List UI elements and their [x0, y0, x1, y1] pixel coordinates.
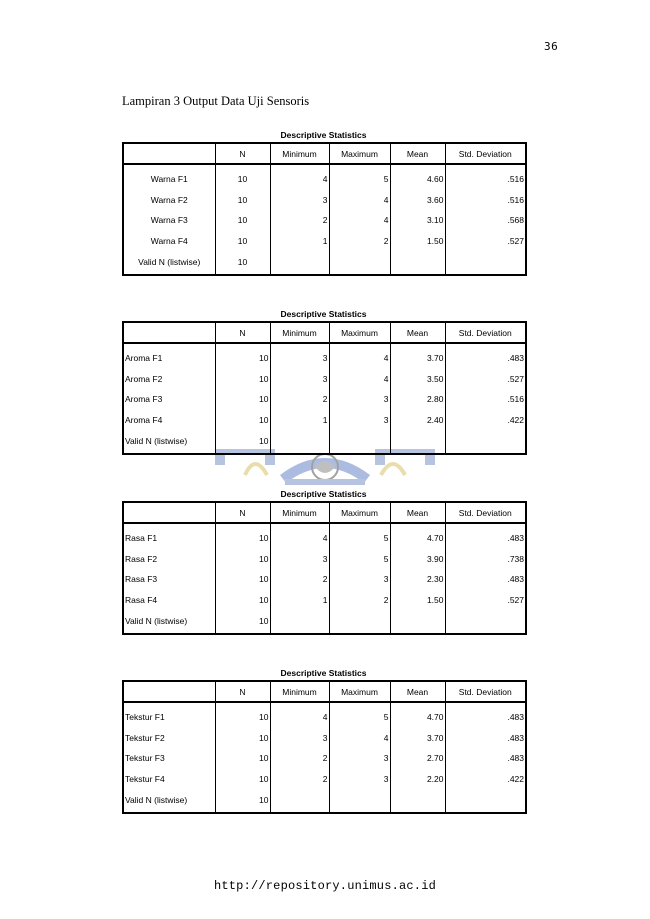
table-cell: 10: [215, 748, 270, 769]
appendix-title: Lampiran 3 Output Data Uji Sensoris: [122, 94, 310, 108]
row-label: Rasa F1: [125, 533, 158, 544]
column-header: Std. Deviation: [445, 502, 526, 523]
row-label: Tekstur F3: [125, 753, 165, 764]
table-cell: 3: [329, 769, 390, 790]
table-cell: 5: [329, 164, 390, 190]
row-label: Aroma F4: [125, 415, 163, 426]
column-header: N: [215, 143, 270, 164]
table-row: [123, 769, 526, 790]
table-cell: 1: [270, 231, 329, 252]
table-row: [123, 728, 526, 749]
column-header: N: [215, 502, 270, 523]
table-cell: 10: [215, 610, 270, 634]
table-row: [123, 569, 526, 590]
table-cell: 3: [270, 190, 329, 211]
column-header: [123, 322, 215, 343]
table-cell: 2.40: [390, 410, 445, 431]
table-title: Descriptive Statistics: [280, 668, 367, 678]
header-row: [123, 322, 526, 343]
table-row: [123, 410, 526, 431]
table-cell: 2: [270, 210, 329, 231]
table-row: [123, 343, 526, 369]
table-cell: 10: [215, 231, 270, 252]
warna-stats-block: [122, 129, 525, 276]
row-label: Aroma F3: [125, 394, 163, 405]
rasa-statistics-table: [122, 501, 527, 635]
table-cell: .516: [445, 190, 526, 211]
table-cell: .568: [445, 210, 526, 231]
table-title: Descriptive Statistics: [280, 489, 367, 499]
table-cell: 3: [329, 410, 390, 431]
table-row: [123, 748, 526, 769]
table-cell: 3: [270, 369, 329, 390]
table-cell: 10: [215, 190, 270, 211]
table-row: [123, 549, 526, 570]
table-cell: 2: [270, 748, 329, 769]
table-title: Descriptive Statistics: [280, 309, 367, 319]
table-cell: 10: [215, 789, 270, 813]
table-cell: [270, 610, 329, 634]
column-header: Std. Deviation: [445, 322, 526, 343]
row-label: Valid N (listwise): [138, 256, 201, 267]
table-cell: 4.70: [390, 702, 445, 728]
table-cell: 10: [215, 590, 270, 611]
table-cell: 5: [329, 702, 390, 728]
table-cell: 4: [329, 210, 390, 231]
table-row: [123, 369, 526, 390]
table-cell: [390, 430, 445, 454]
row-label: Tekstur F2: [125, 732, 165, 743]
table-cell: [390, 789, 445, 813]
table-row: [123, 251, 526, 275]
table-cell: 10: [215, 702, 270, 728]
table-cell: .483: [445, 523, 526, 549]
table-cell: [445, 610, 526, 634]
table-row: [123, 430, 526, 454]
table-cell: [329, 430, 390, 454]
table-cell: .483: [445, 343, 526, 369]
row-label: Tekstur F4: [125, 774, 165, 785]
table-cell: [329, 789, 390, 813]
table-cell: 4.70: [390, 523, 445, 549]
row-label: Aroma F1: [125, 353, 163, 364]
table-cell: 5: [329, 523, 390, 549]
row-label: Rasa F2: [125, 553, 158, 564]
table-cell: 2: [329, 231, 390, 252]
table-cell: .527: [445, 231, 526, 252]
table-cell: 2: [329, 590, 390, 611]
row-label: Warna F3: [150, 215, 188, 226]
table-cell: 2: [270, 389, 329, 410]
column-header: Minimum: [270, 502, 329, 523]
table-cell: 3: [329, 748, 390, 769]
table-cell: [390, 251, 445, 275]
table-cell: 3.50: [390, 369, 445, 390]
table-row: [123, 190, 526, 211]
row-label: Valid N (listwise): [125, 794, 188, 805]
table-cell: .527: [445, 369, 526, 390]
table-cell: 4: [270, 523, 329, 549]
table-cell: [445, 430, 526, 454]
table-cell: 10: [215, 410, 270, 431]
row-label: Aroma F2: [125, 373, 163, 384]
table-cell: [445, 789, 526, 813]
column-header: [123, 143, 215, 164]
table-cell: 10: [215, 164, 270, 190]
row-label: Warna F2: [150, 194, 188, 205]
header-row: [123, 143, 526, 164]
column-header: Minimum: [270, 143, 329, 164]
table-cell: 4: [329, 343, 390, 369]
table-cell: [270, 430, 329, 454]
table-cell: .422: [445, 410, 526, 431]
footer-repository-url: http://repository.unimus.ac.id: [213, 879, 437, 893]
tekstur-stats-block: [122, 667, 525, 814]
row-label: Valid N (listwise): [125, 435, 188, 446]
table-cell: [390, 610, 445, 634]
table-row: [123, 590, 526, 611]
table-cell: 3.90: [390, 549, 445, 570]
table-row: [123, 789, 526, 813]
header-row: [123, 502, 526, 523]
table-cell: 10: [215, 389, 270, 410]
warna-statistics-table: [122, 142, 527, 276]
table-cell: 10: [215, 343, 270, 369]
table-cell: 2.80: [390, 389, 445, 410]
table-row: [123, 389, 526, 410]
column-header: Mean: [390, 322, 445, 343]
table-cell: 3: [329, 389, 390, 410]
table-cell: 1: [270, 590, 329, 611]
column-header: Minimum: [270, 681, 329, 702]
row-label: Rasa F3: [125, 574, 158, 585]
column-header: N: [215, 322, 270, 343]
table-cell: 10: [215, 728, 270, 749]
column-header: Maximum: [329, 502, 390, 523]
table-row: [123, 702, 526, 728]
table-title: Descriptive Statistics: [280, 130, 367, 140]
table-cell: 10: [215, 369, 270, 390]
table-cell: [445, 251, 526, 275]
table-cell: .483: [445, 702, 526, 728]
table-cell: [270, 251, 329, 275]
aroma-stats-block: [122, 308, 525, 455]
table-row: [123, 610, 526, 634]
table-cell: 3.10: [390, 210, 445, 231]
table-cell: [270, 789, 329, 813]
table-cell: 3: [329, 569, 390, 590]
table-cell: .483: [445, 569, 526, 590]
row-label: Rasa F4: [125, 595, 158, 606]
table-cell: 2: [270, 569, 329, 590]
table-cell: .738: [445, 549, 526, 570]
table-cell: 10: [215, 769, 270, 790]
table-cell: 10: [215, 523, 270, 549]
table-cell: [329, 251, 390, 275]
table-cell: 10: [215, 549, 270, 570]
table-cell: .516: [445, 164, 526, 190]
table-row: [123, 164, 526, 190]
table-cell: 1.50: [390, 231, 445, 252]
table-cell: 3.70: [390, 343, 445, 369]
tekstur-statistics-table: [122, 680, 527, 814]
table-cell: .527: [445, 590, 526, 611]
table-cell: 5: [329, 549, 390, 570]
table-cell: 1.50: [390, 590, 445, 611]
table-cell: 4: [329, 369, 390, 390]
table-cell: 2: [270, 769, 329, 790]
table-cell: .422: [445, 769, 526, 790]
table-cell: 10: [215, 569, 270, 590]
table-row: [123, 523, 526, 549]
table-cell: 3: [270, 343, 329, 369]
column-header: Std. Deviation: [445, 681, 526, 702]
column-header: [123, 681, 215, 702]
table-cell: 4: [270, 702, 329, 728]
column-header: Std. Deviation: [445, 143, 526, 164]
column-header: [123, 502, 215, 523]
column-header: N: [215, 681, 270, 702]
table-cell: .483: [445, 748, 526, 769]
table-cell: 2.70: [390, 748, 445, 769]
column-header: Mean: [390, 681, 445, 702]
row-label: Tekstur F1: [125, 712, 165, 723]
row-label: Warna F4: [150, 236, 188, 247]
table-cell: 3: [270, 728, 329, 749]
rasa-stats-block: [122, 488, 525, 635]
header-row: [123, 681, 526, 702]
aroma-statistics-table: [122, 321, 527, 455]
table-cell: 2.30: [390, 569, 445, 590]
column-header: Maximum: [329, 143, 390, 164]
table-cell: .483: [445, 728, 526, 749]
table-cell: 4: [329, 190, 390, 211]
table-cell: 1: [270, 410, 329, 431]
column-header: Mean: [390, 143, 445, 164]
table-cell: [329, 610, 390, 634]
table-cell: 10: [215, 430, 270, 454]
table-cell: 4.60: [390, 164, 445, 190]
table-row: [123, 231, 526, 252]
table-cell: 4: [270, 164, 329, 190]
page-number: 36: [544, 40, 559, 53]
column-header: Maximum: [329, 322, 390, 343]
table-cell: .516: [445, 389, 526, 410]
table-cell: 3.60: [390, 190, 445, 211]
row-label: Valid N (listwise): [125, 615, 188, 626]
column-header: Maximum: [329, 681, 390, 702]
column-header: Minimum: [270, 322, 329, 343]
column-header: Mean: [390, 502, 445, 523]
table-cell: 2.20: [390, 769, 445, 790]
table-cell: 3: [270, 549, 329, 570]
table-cell: 4: [329, 728, 390, 749]
table-cell: 10: [215, 210, 270, 231]
table-cell: 10: [215, 251, 270, 275]
table-cell: 3.70: [390, 728, 445, 749]
table-row: [123, 210, 526, 231]
row-label: Warna F1: [150, 174, 188, 185]
